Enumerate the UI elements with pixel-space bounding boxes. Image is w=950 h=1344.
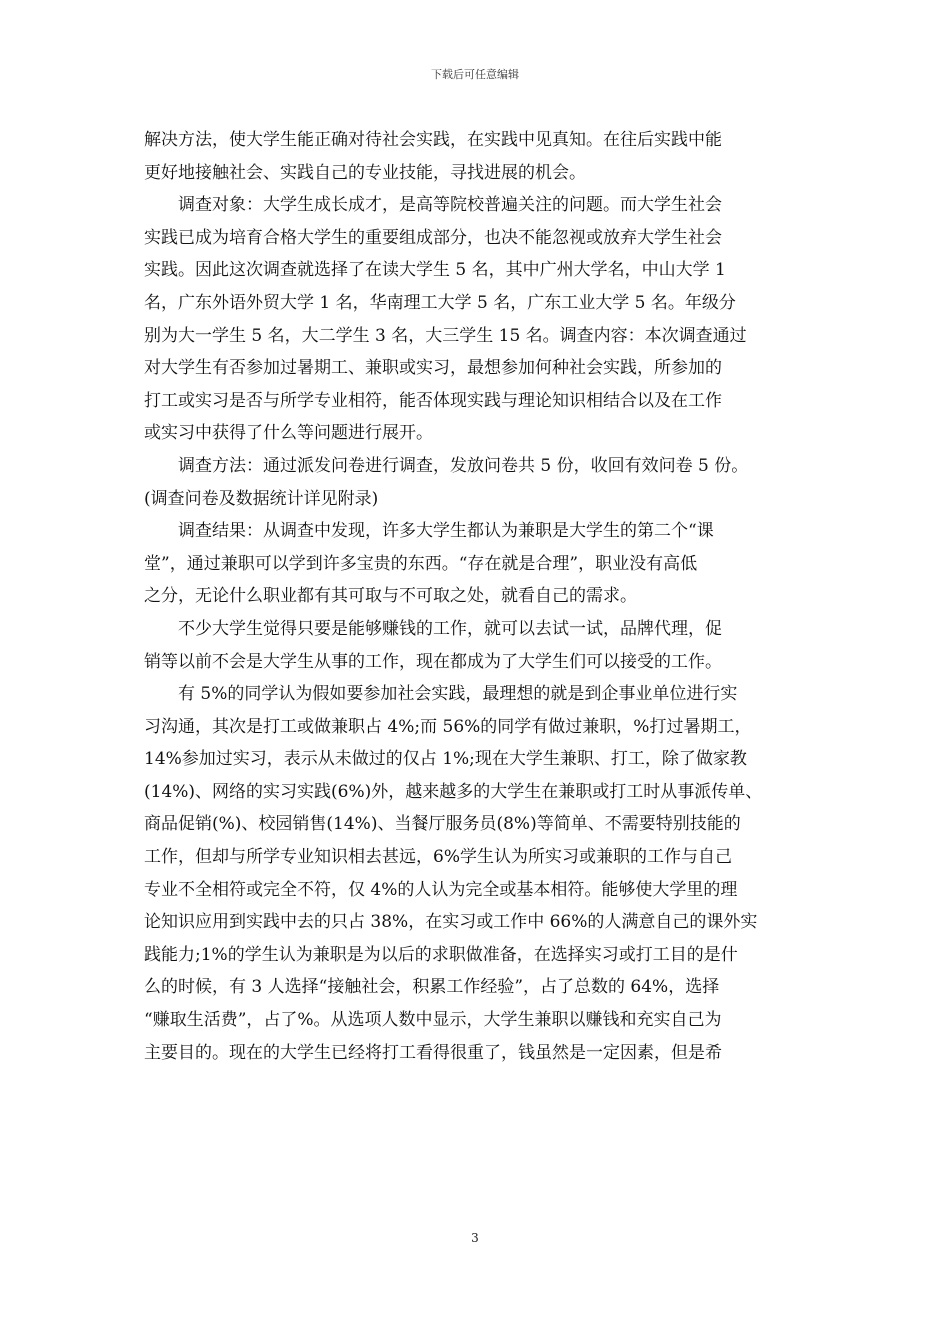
text-line: 14%参加过实习，表示从未做过的仅占 1%;现在大学生兼职、打工，除了做家教 (144, 749, 747, 770)
text-line: 销等以前不会是大学生从事的工作，现在都成为了大学生们可以接受的工作。 (144, 651, 722, 672)
text-line: 或实习中获得了什么等问题进行展开。 (144, 423, 433, 444)
text-line: 别为大一学生 5 名，大二学生 3 名，大三学生 15 名。调查内容：本次调查通过 (144, 325, 747, 346)
body-text (144, 124, 812, 1069)
page-number: 3 (471, 1231, 479, 1245)
text-line: 专业不全相符或完全不符，仅 4%的人认为完全或基本相符。能够使大学里的理 (144, 879, 738, 900)
text-line: 解决方法，使大学生能正确对待社会实践，在实践中见真知。在往后实践中能 (144, 130, 722, 150)
text-line: 之分，无论什么职业都有其可取与不可取之处，就看自己的需求。 (144, 586, 637, 607)
text-line: 更好地接触社会、实践自己的专业技能，寻找进展的机会。 (144, 162, 586, 183)
text-line: (14%)、网络的实习实践(6%)外，越来越多的大学生在兼职或打工时从事派传单、 (144, 781, 763, 802)
text-line: 对大学生有否参加过暑期工、兼职或实习，最想参加何种社会实践，所参加的 (144, 358, 722, 379)
paragraph (144, 124, 812, 189)
text-line: 商品促销(%)、校园销售(14%)、当餐厅服务员(8%)等简单、不需要特别技能的 (144, 814, 741, 835)
text-line: “赚取生活费”，占了%。从选项人数中显示，大学生兼职以赚钱和充实自己为 (144, 1010, 722, 1031)
text-line: (调查问卷及数据统计详见附录) (144, 488, 379, 509)
text-line: 实践已成为培育合格大学生的重要组成部分，也决不能忽视或放弃大学生社会 (144, 227, 722, 248)
paragraph (144, 450, 812, 515)
paragraph (144, 613, 812, 678)
text-line: 么的时候，有 3 人选择“接触社会，积累工作经验”，占了总数的 64%，选择 (144, 977, 720, 998)
paragraph (144, 189, 812, 450)
text-line: 论知识应用到实践中去的只占 38%，在实习或工作中 66%的人满意自己的课外实 (144, 912, 758, 933)
text-line: 打工或实习是否与所学专业相符，能否体现实践与理论知识相结合以及在工作 (144, 390, 722, 411)
paragraph (144, 678, 812, 1069)
text-line: 名，广东外语外贸大学 1 名，华南理工大学 5 名，广东工业大学 5 名。年级分 (144, 292, 736, 313)
text-line: 习沟通，其次是打工或做兼职占 4%;而 56%的同学有做过兼职，%打过暑期工， (144, 716, 752, 737)
text-line: 有 5%的同学认为假如要参加社会实践，最理想的就是到企事业单位进行实 (178, 684, 738, 705)
text-line: 工作，但却与所学专业知识相去甚远，6%学生认为所实习或兼职的工作与自己 (144, 847, 732, 868)
text-line: 实践。因此这次调查就选择了在读大学生 5 名，其中广州大学名，中山大学 1 (144, 260, 726, 281)
paragraph (144, 515, 812, 613)
text-line: 调查结果：从调查中发现，许多大学生都认为兼职是大学生的第二个“课 (178, 521, 714, 542)
text-line: 践能力;1%的学生认为兼职是为以后的求职做准备，在选择实习或打工目的是什 (144, 944, 738, 965)
text-line: 调查方法：通过派发问卷进行调查，发放问卷共 5 份，收回有效问卷 5 份。 (178, 455, 749, 476)
page-header: 下载后可任意编辑 (431, 68, 519, 81)
text-line: 主要目的。现在的大学生已经将打工看得很重了，钱虽然是一定因素，但是希 (144, 1042, 722, 1063)
text-line: 堂”，通过兼职可以学到许多宝贵的东西。“存在就是合理”，职业没有高低 (144, 553, 698, 574)
text-line: 不少大学生觉得只要是能够赚钱的工作，就可以去试一试，品牌代理，促 (178, 618, 722, 639)
text-line: 调查对象：大学生成长成才，是高等院校普遍关注的问题。而大学生社会 (178, 195, 722, 216)
